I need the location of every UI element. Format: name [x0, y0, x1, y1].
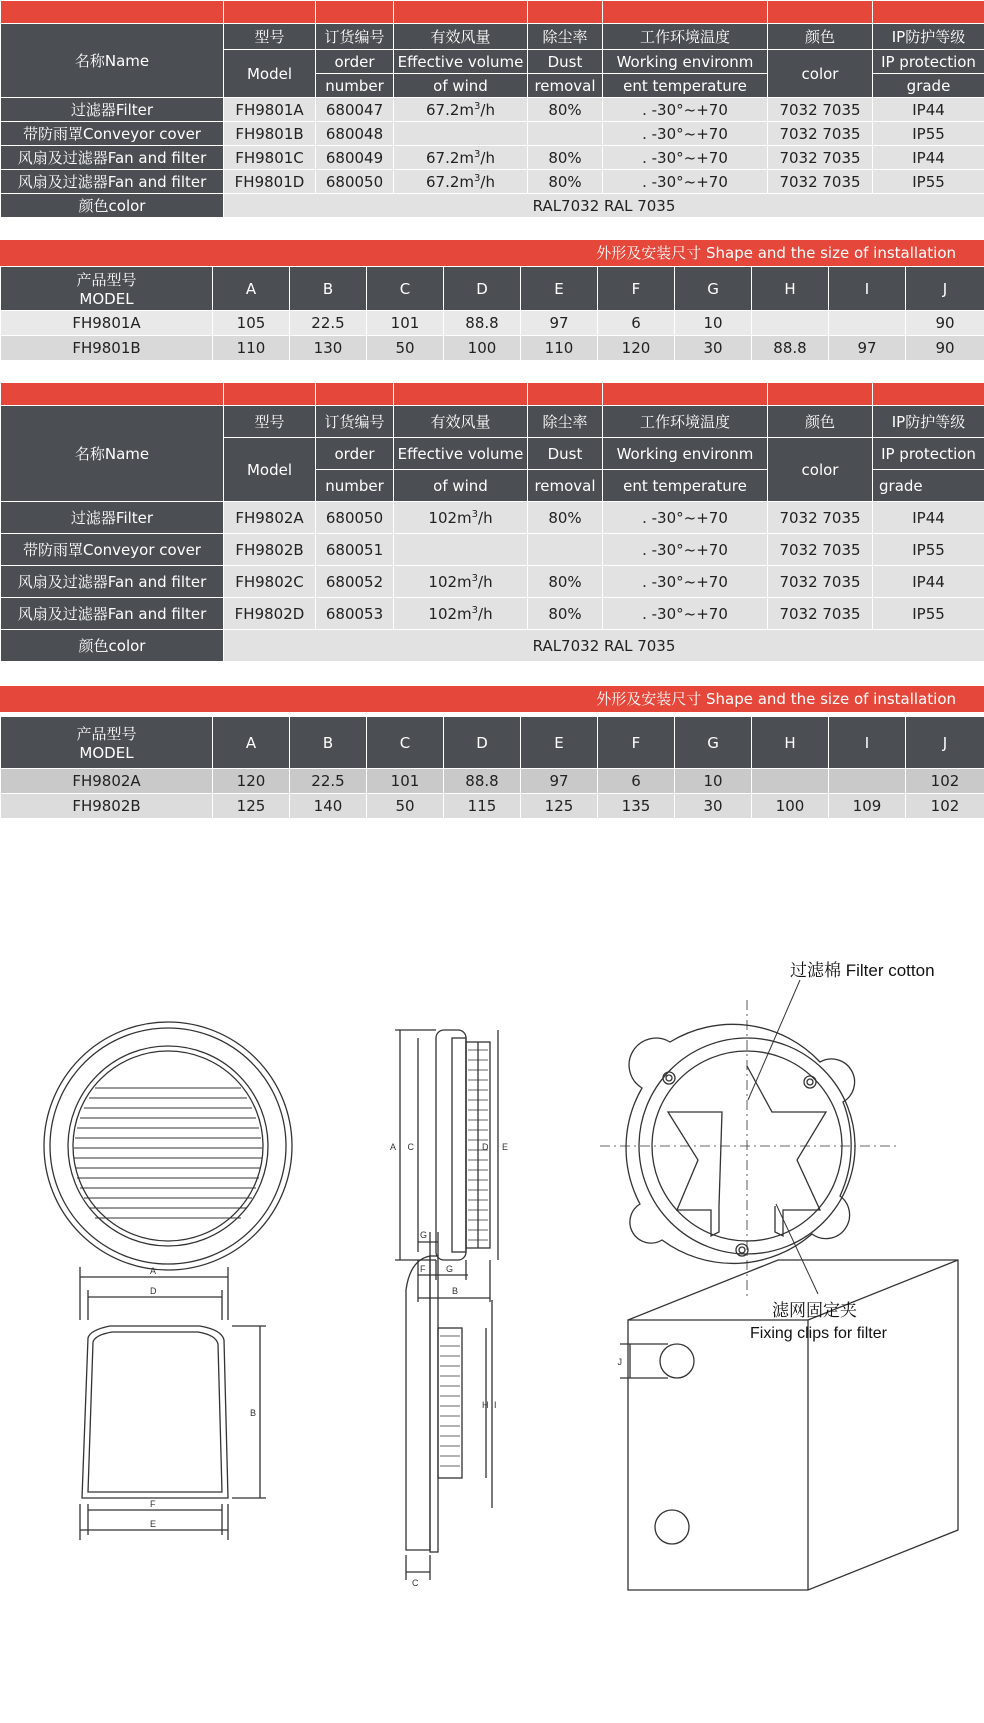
table-row: [1, 794, 984, 819]
round-filter-back: [600, 980, 900, 1296]
header-order-cn: 订货编号: [316, 24, 394, 50]
col-i: I: [829, 717, 906, 769]
side-letter-c: C: [412, 1578, 419, 1588]
col-f: F: [598, 717, 675, 769]
wind-unit: /h: [480, 172, 495, 191]
wind-value: 102m: [428, 604, 472, 623]
header-temp-cn: 工作环境温度: [603, 406, 768, 438]
header-model-en: Model: [224, 50, 316, 98]
dim-cell: 90: [906, 311, 984, 336]
row-name: 风扇及过滤器Fan and filter: [1, 146, 224, 170]
row-wind: $102m^3/h$: [394, 502, 528, 534]
cover-front: [80, 1267, 266, 1540]
dim-cell: 50: [367, 794, 444, 819]
wind-value: 67.2m: [426, 148, 475, 167]
header-model-en: Model: [224, 438, 316, 502]
dim-cell: 115: [444, 794, 521, 819]
dim-cell: 88.8: [752, 336, 829, 361]
dims-table-fh9801: [0, 266, 984, 361]
dim-letter-g: G: [446, 1264, 454, 1274]
dim-cell: 30: [675, 794, 752, 819]
header-temp-cn: 工作环境温度: [603, 24, 768, 50]
row-name: 风扇及过滤器Fan and filter: [1, 170, 224, 194]
table-row: [1, 170, 984, 194]
row-ip: IP44: [873, 502, 984, 534]
dim-cell: 110: [521, 336, 598, 361]
technical-drawings: [0, 820, 984, 1720]
header-ip-cn: IP防护等级: [873, 406, 984, 438]
row-model: FH9802A: [224, 502, 316, 534]
row-dust: 80%: [528, 146, 603, 170]
header-color-en: color: [768, 50, 873, 98]
round-grille-front: [44, 1022, 292, 1270]
wind-value: 102m: [428, 572, 472, 591]
row-color: 7032 7035: [768, 170, 873, 194]
model-header-cn: 产品型号: [76, 725, 137, 743]
row-name: 带防雨罩Conveyor cover: [1, 122, 224, 146]
row-model: FH9801B: [224, 122, 316, 146]
col-i: I: [829, 267, 906, 311]
header-temp-en2: ent temperature: [603, 74, 768, 98]
color-row: [1, 630, 984, 662]
table-row: [1, 598, 984, 630]
dim-cell: 50: [367, 336, 444, 361]
header-dust-en2: removal: [528, 470, 603, 502]
wind-value: 67.2m: [426, 100, 475, 119]
row-ip: IP44: [873, 146, 984, 170]
dims-model-header: [1, 717, 213, 769]
row-ip: IP44: [873, 98, 984, 122]
dim-cell: [829, 311, 906, 336]
header-dust-cn: 除尘率: [528, 406, 603, 438]
header-color-en: color: [768, 438, 873, 502]
dim-cell: 100: [752, 794, 829, 819]
row-order: 680048: [316, 122, 394, 146]
row-temp: . -30°~+70: [603, 98, 768, 122]
col-b: B: [290, 267, 367, 311]
model-header-en: MODEL: [79, 744, 134, 762]
model-header-cn: 产品型号: [76, 271, 137, 289]
header-wind-en2: of wind: [394, 470, 528, 502]
table-row: [1, 122, 984, 146]
row-temp: . -30°~+70: [603, 122, 768, 146]
header-dust-en1: Dust: [528, 50, 603, 74]
row-name: 带防雨罩Conveyor cover: [1, 534, 224, 566]
row-temp: . -30°~+70: [603, 534, 768, 566]
row-name: 风扇及过滤器Fan and filter: [1, 566, 224, 598]
spec-red-strip: [1, 1, 984, 24]
header-order-en2: number: [316, 470, 394, 502]
dims-header-row: [1, 267, 984, 311]
dim-letter-b: B: [452, 1286, 459, 1296]
col-d: D: [444, 267, 521, 311]
dim-cell: 125: [213, 794, 290, 819]
wind-unit: /h: [478, 572, 493, 591]
model-header-en: MODEL: [79, 290, 134, 308]
table-row: [1, 534, 984, 566]
cover-letter-a: A: [150, 1266, 157, 1276]
cover-letter-b: B: [249, 1408, 256, 1418]
col-j: J: [906, 717, 984, 769]
dim-cell: [829, 769, 906, 794]
table-row: [1, 311, 984, 336]
row-color: 7032 7035: [768, 598, 873, 630]
dims-model: FH9802B: [1, 794, 213, 819]
row-dust: 80%: [528, 502, 603, 534]
row-model: FH9801C: [224, 146, 316, 170]
color-label: 颜色color: [1, 630, 224, 662]
header-wind-cn: 有效风量: [394, 406, 528, 438]
cover-letter-f: F: [150, 1499, 156, 1509]
wind-unit: /h: [480, 148, 495, 167]
wind-unit: /h: [480, 100, 495, 119]
col-a: A: [213, 267, 290, 311]
dim-cell: 105: [213, 311, 290, 336]
dim-cell: 140: [290, 794, 367, 819]
dim-letter-f: F: [420, 1264, 426, 1274]
row-ip: IP55: [873, 170, 984, 194]
table-row: [1, 502, 984, 534]
spec-red-strip: [1, 383, 984, 406]
header-ip-en2: grade: [873, 74, 984, 98]
header-ip-cn: IP防护等级: [873, 24, 984, 50]
header-wind-cn: 有效风量: [394, 24, 528, 50]
dim-letter-c: C: [407, 1142, 414, 1152]
side-letter-i: I: [494, 1400, 497, 1410]
header-color-cn: 颜色: [768, 24, 873, 50]
row-model: FH9802D: [224, 598, 316, 630]
dim-cell: 101: [367, 311, 444, 336]
col-d: D: [444, 717, 521, 769]
header-dust-en1: Dust: [528, 438, 603, 470]
header-wind-en1: Effective volume: [394, 50, 528, 74]
row-name: 过滤器Filter: [1, 98, 224, 122]
dim-cell: 125: [521, 794, 598, 819]
spec-header-row-1: [1, 406, 984, 438]
cover-letter-e: E: [150, 1519, 157, 1529]
row-wind: $67.2m^3/h$: [394, 146, 528, 170]
header-wind-en1: Effective volume: [394, 438, 528, 470]
dim-cell: [752, 769, 829, 794]
row-color: 7032 7035: [768, 122, 873, 146]
col-a: A: [213, 717, 290, 769]
col-e: E: [521, 267, 598, 311]
header-dust-cn: 除尘率: [528, 24, 603, 50]
spec-table-fh9802: [0, 382, 984, 662]
header-order-en2: number: [316, 74, 394, 98]
dims-model: FH9802A: [1, 769, 213, 794]
cover-side: [406, 1232, 492, 1580]
row-temp: . -30°~+70: [603, 502, 768, 534]
row-order: 680051: [316, 534, 394, 566]
row-wind: $67.2m^3/h$: [394, 170, 528, 194]
table-row: [1, 146, 984, 170]
install-banner-2: 外形及安装尺寸 Shape and the size of installation: [0, 686, 984, 712]
col-f: F: [598, 267, 675, 311]
row-model: FH9801D: [224, 170, 316, 194]
dim-cell: 100: [444, 336, 521, 361]
header-model-cn: 型号: [224, 406, 316, 438]
dim-cell: 22.5: [290, 311, 367, 336]
dim-cell: 109: [829, 794, 906, 819]
header-ip-en2: grade: [873, 470, 984, 502]
row-name: 过滤器Filter: [1, 502, 224, 534]
dim-cell: 30: [675, 336, 752, 361]
row-wind: [394, 122, 528, 146]
row-order: 680049: [316, 146, 394, 170]
wind-unit: /h: [478, 604, 493, 623]
dim-cell: 22.5: [290, 769, 367, 794]
dim-letter-e: E: [502, 1142, 509, 1152]
wind-value: 102m: [428, 508, 472, 527]
dim-letter-a: A: [389, 1142, 396, 1152]
row-dust: 80%: [528, 170, 603, 194]
side-letter-h: H: [482, 1400, 489, 1410]
dim-cell: 120: [598, 336, 675, 361]
table-row: [1, 769, 984, 794]
row-dust: [528, 534, 603, 566]
row-order: 680050: [316, 170, 394, 194]
dim-cell: 101: [367, 769, 444, 794]
row-dust: [528, 122, 603, 146]
dim-cell: 97: [521, 311, 598, 336]
col-j: J: [906, 267, 984, 311]
filter-cotton-label: 过滤棉 Filter cotton: [790, 961, 935, 980]
row-order: 680050: [316, 502, 394, 534]
row-dust: 80%: [528, 98, 603, 122]
row-name: 风扇及过滤器Fan and filter: [1, 598, 224, 630]
row-model: FH9802C: [224, 566, 316, 598]
table-row: [1, 98, 984, 122]
dim-cell: 102: [906, 794, 984, 819]
dim-cell: 6: [598, 311, 675, 336]
col-h: H: [752, 267, 829, 311]
cover-letter-d: D: [150, 1286, 157, 1296]
header-model-cn: 型号: [224, 24, 316, 50]
side-section-1: [395, 1030, 498, 1302]
side-letter-g: G: [420, 1230, 428, 1240]
header-name: 名称Name: [1, 24, 224, 98]
header-name: 名称Name: [1, 406, 224, 502]
row-temp: . -30°~+70: [603, 170, 768, 194]
row-ip: IP55: [873, 598, 984, 630]
row-color: 7032 7035: [768, 502, 873, 534]
color-value: RAL7032 RAL 7035: [224, 194, 984, 218]
dim-cell: 130: [290, 336, 367, 361]
cabinet-letter-j: J: [617, 1357, 622, 1367]
row-wind: [394, 534, 528, 566]
row-order: 680053: [316, 598, 394, 630]
row-color: 7032 7035: [768, 566, 873, 598]
table-row: [1, 566, 984, 598]
install-banner-1: 外形及安装尺寸 Shape and the size of installation: [0, 240, 984, 266]
col-b: B: [290, 717, 367, 769]
header-wind-en2: of wind: [394, 74, 528, 98]
color-value: RAL7032 RAL 7035: [224, 630, 984, 662]
dim-cell: 135: [598, 794, 675, 819]
row-order: 680047: [316, 98, 394, 122]
col-c: C: [367, 717, 444, 769]
table-row: [1, 336, 984, 361]
dims-model: FH9801A: [1, 311, 213, 336]
row-ip: IP44: [873, 566, 984, 598]
dim-cell: 88.8: [444, 769, 521, 794]
dim-cell: 10: [675, 311, 752, 336]
dimension-letters: [150, 1142, 622, 1588]
col-c: C: [367, 267, 444, 311]
header-dust-en2: removal: [528, 74, 603, 98]
row-model: FH9802B: [224, 534, 316, 566]
header-order-cn: 订货编号: [316, 406, 394, 438]
header-order-en1: order: [316, 438, 394, 470]
row-model: FH9801A: [224, 98, 316, 122]
header-ip-en1: IP protection: [873, 50, 984, 74]
color-label: 颜色color: [1, 194, 224, 218]
row-order: 680052: [316, 566, 394, 598]
dim-letter-d: D: [482, 1142, 489, 1152]
row-temp: . -30°~+70: [603, 146, 768, 170]
row-wind: $67.2m^3/h$: [394, 98, 528, 122]
dim-cell: 90: [906, 336, 984, 361]
row-dust: 80%: [528, 598, 603, 630]
header-order-en1: order: [316, 50, 394, 74]
header-color-cn: 颜色: [768, 406, 873, 438]
dim-cell: 110: [213, 336, 290, 361]
header-ip-en1: IP protection: [873, 438, 984, 470]
row-temp: . -30°~+70: [603, 566, 768, 598]
wind-unit: /h: [478, 508, 493, 527]
row-color: 7032 7035: [768, 146, 873, 170]
col-e: E: [521, 717, 598, 769]
col-g: G: [675, 267, 752, 311]
header-temp-en1: Working environm: [603, 50, 768, 74]
header-temp-en2: ent temperature: [603, 470, 768, 502]
dim-cell: 97: [521, 769, 598, 794]
dims-model: FH9801B: [1, 336, 213, 361]
dim-cell: 6: [598, 769, 675, 794]
dim-cell: 88.8: [444, 311, 521, 336]
row-dust: 80%: [528, 566, 603, 598]
dim-cell: 10: [675, 769, 752, 794]
clips-label-cn: 滤网固定夹: [772, 1301, 857, 1320]
dims-model-header: [1, 267, 213, 311]
spec-table-fh9801: [0, 0, 984, 218]
row-ip: IP55: [873, 122, 984, 146]
col-g: G: [675, 717, 752, 769]
row-color: 7032 7035: [768, 534, 873, 566]
header-temp-en1: Working environm: [603, 438, 768, 470]
spec-header-row-1: [1, 24, 984, 50]
dim-cell: 97: [829, 336, 906, 361]
row-ip: IP55: [873, 534, 984, 566]
row-wind: $102m^3/h$: [394, 598, 528, 630]
clips-label-en: Fixing clips for filter: [750, 1325, 887, 1342]
dims-table-fh9802: [0, 716, 984, 819]
dim-cell: 120: [213, 769, 290, 794]
dim-cell: 102: [906, 769, 984, 794]
col-h: H: [752, 717, 829, 769]
row-color: 7032 7035: [768, 98, 873, 122]
row-temp: . -30°~+70: [603, 598, 768, 630]
wind-value: 67.2m: [426, 172, 475, 191]
dim-cell: [752, 311, 829, 336]
row-wind: $102m^3/h$: [394, 566, 528, 598]
color-row: [1, 194, 984, 218]
dims-header-row: [1, 717, 984, 769]
